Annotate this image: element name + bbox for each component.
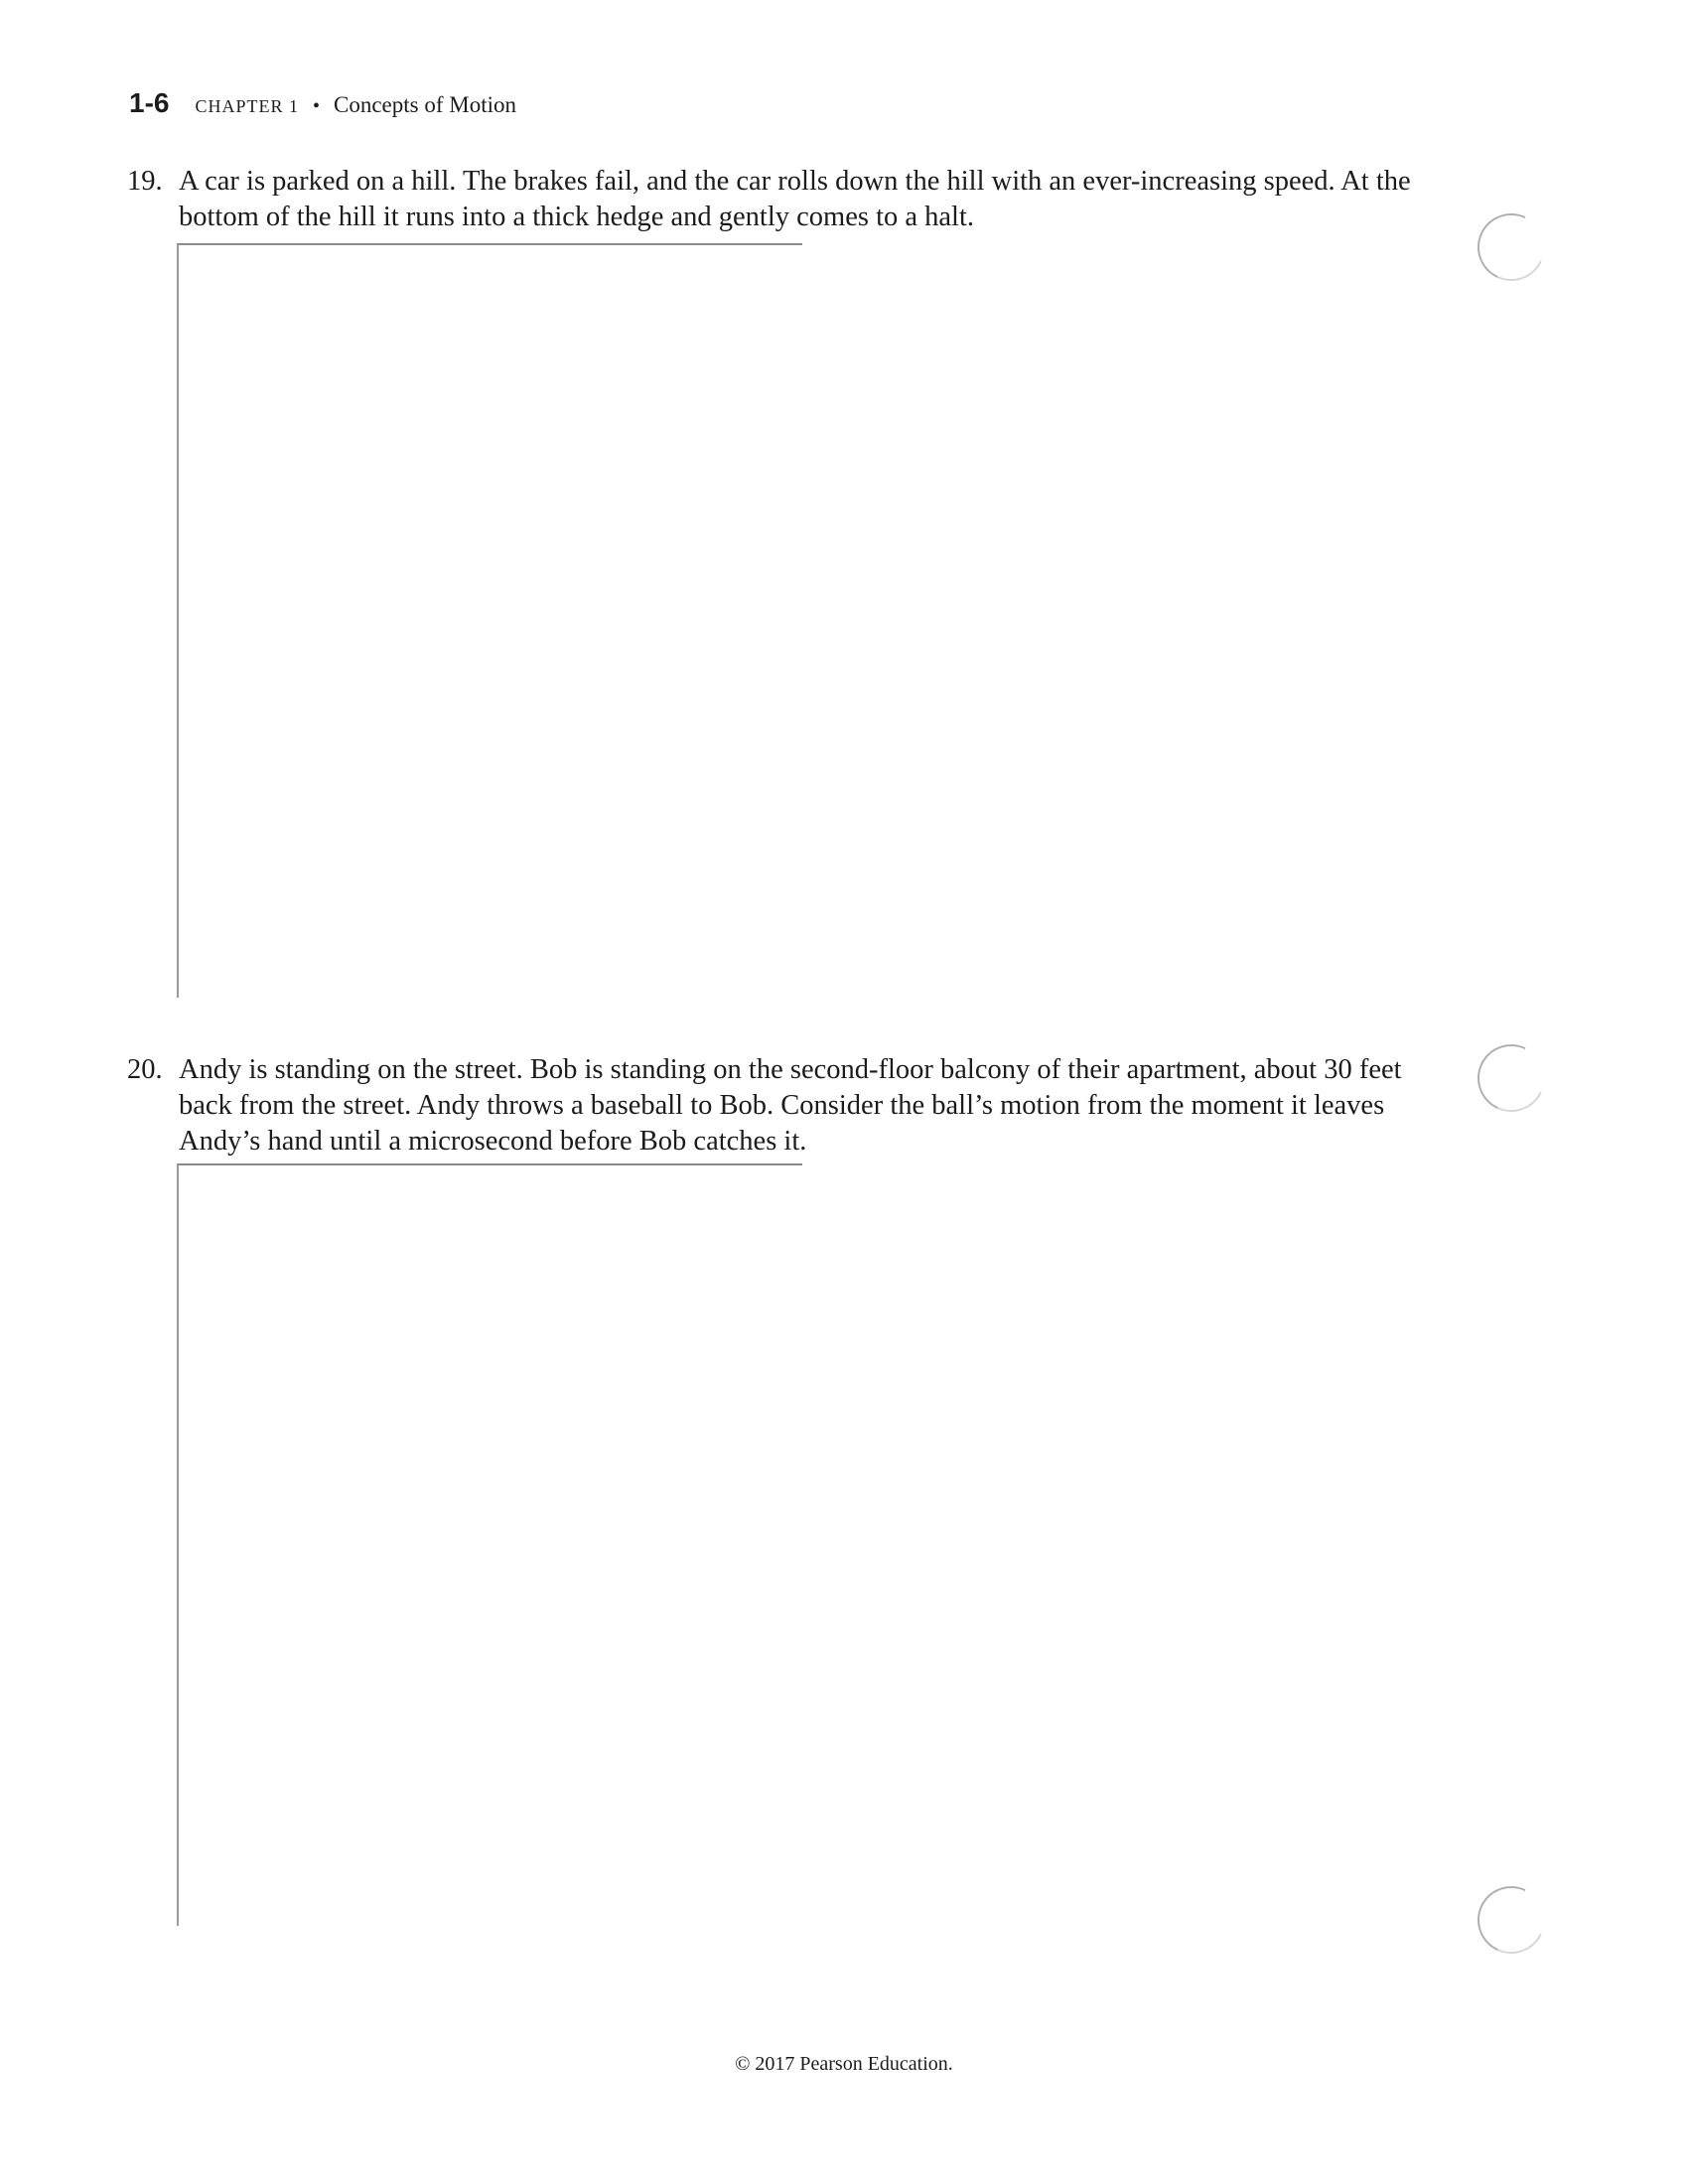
chapter-title: Concepts of Motion [334, 92, 516, 117]
chapter-label: CHAPTER 1 [195, 96, 299, 116]
page-header [129, 87, 516, 127]
binder-hole-icon [1468, 1034, 1554, 1121]
problem-number: 20. [127, 1054, 163, 1085]
header-bullet: • [312, 95, 320, 117]
binder-hole-icon [1468, 1876, 1554, 1963]
binder-hole-icon [1468, 204, 1554, 290]
copyright-footer: © 2017 Pearson Education. [735, 2053, 953, 2075]
problem-text: A car is parked on a hill. The brakes fail, and the car rolls down the hill with an ever-increasing speed. At the bottom of the hill it runs into a thick hedge and gently comes to a halt. [179, 166, 1411, 232]
problem-number: 19. [127, 166, 163, 197]
answer-area-19[interactable] [177, 243, 802, 998]
answer-area-20[interactable] [177, 1163, 802, 1926]
problem-19 [127, 164, 1438, 235]
problem-text: Andy is standing on the street. Bob is standing on the second-floor balcony of their apartment, about 30 feet back from the street. Andy throws a baseball to Bob. Consider the ball’s motion from the moment it leaves Andy’s hand until a microsecond before Bob catches it. [179, 1054, 1402, 1157]
page-number: 1-6 [129, 87, 170, 118]
problem-20 [127, 1052, 1438, 1160]
